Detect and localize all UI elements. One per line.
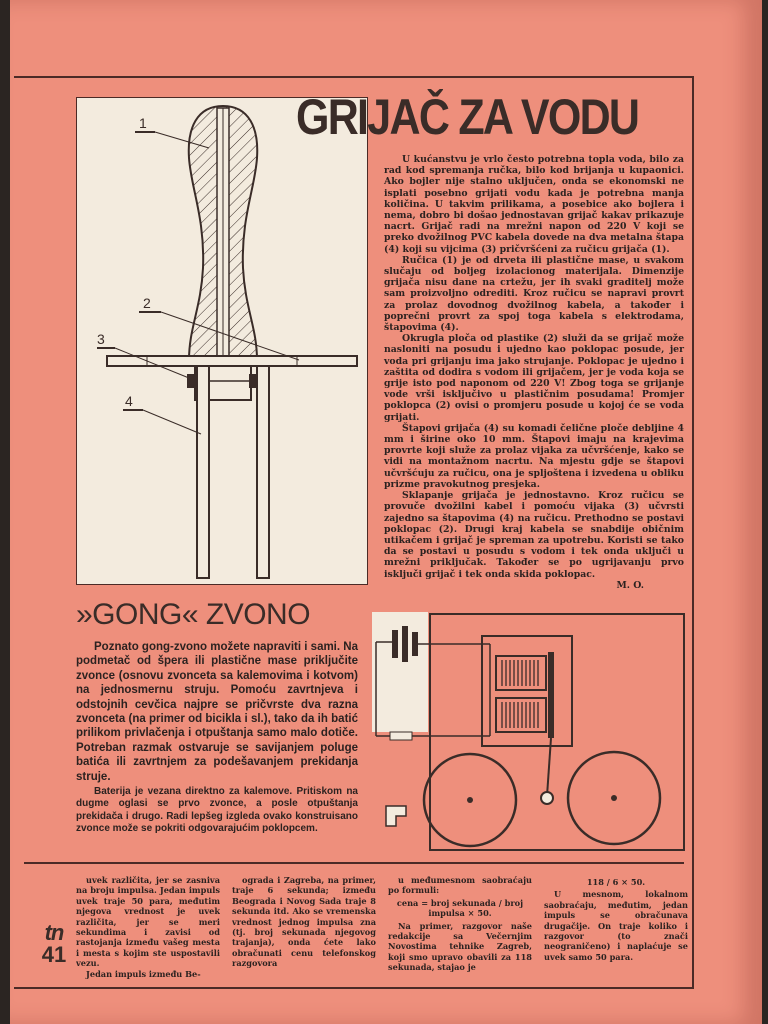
footer-column-4 — [544, 875, 688, 985]
article-paragraph: Ručica (1) je od drveta ili plastične mase, u svakom slučaju od boljeg izolacionog materijala. Dimenzije grijača nisu dane na crtežu, jer ih svaki graditelj može sam proizvoljno odrediti. Kroz ručicu se napravi provrt za prolaz dovodnog dvožilnog kabela, a također i poprečni provrt za spoj toga kabela s elektrodama, štapovima (4). — [384, 254, 684, 334]
footer-text: u međumesnom saobraćaju po formuli: — [388, 875, 532, 896]
frame-top-rule — [14, 76, 694, 78]
section-separator — [24, 862, 684, 864]
article-paragraph: Sklapanje grijača je jednostavno. Kroz ručicu se provuče dvožilni kabel i pomoću vijaka (3) učvrsti zajedno sa štapovima (4) na ručicu. Prethodno se postavi poklopac (2). Drugi kraj kabela se snabdije običnim utikačem i grijač je spreman za upotrebu. Koristi se tako da se postavi u posudu s vodom i tek onda uključi u mrežni priključak. Također se po ugrijavanju prvo isključi grijač i tek onda skida poklopac. — [384, 490, 684, 580]
footer-text: U mesnom, lokalnom saobraćaju, međutim, jedan impuls se obračunava drugačije. On traje koliko i razgovor (to znači neograničeno) i naplaćuje se uvek samo 50 para. — [544, 889, 688, 962]
article-paragraph: Štapovi grijača (4) su komadi čelične ploče debljine 4 mm i širine oko 10 mm. Štapovi imaju na krajevima provrte koji služe za prolaz vijaka za učvršćenje, kako se vidi na montažnom nacrtu. Na mjestu gdje se štapovi učvršćuju za ručicu, ona je spljoštena i izvedena u obliku prizme pravokutnog presjeka. — [384, 422, 684, 490]
gong-diagram — [372, 612, 688, 852]
magazine-logo — [34, 920, 74, 972]
article-body — [384, 154, 684, 600]
example-formula: 118 / 6 × 50. — [586, 877, 646, 887]
article-paragraph: U kućanstvu je vrlo često potrebna topla voda, bilo za rad kod spremanja ručka, bilo kod brijanja u kupaonici. Ako bojler nije stalno uključen, onda se ekonomski ne isplati posebno grijati vodu kada je potrebna manja količina. U takvim prilikama, a posebice ako bojlera i nema, dobro bi došao jednostavan grijač kakav prikazuje nacrt. Grijač radi na mrežni napon od 220 V koji se preko dvožilnog PVC kabela dovede na dva metalna štapa (4) koji su vijcima (3) pričvršćeni za ručicu grijača (1). — [384, 154, 684, 255]
gong-schematic — [372, 612, 688, 852]
rod-left — [197, 366, 209, 578]
heater-drawing — [76, 97, 368, 585]
footer-text: Jedan impuls između Be- — [86, 968, 201, 979]
footer-text: uvek različita, jer se zasniva na broju impulsa. Jedan impuls uvek traje 50 para, međutim njegova vrednost je uvek različita, jer se meri sekundima i zavisi od rastojanja između vašeg mesta i mesta s kojim ste uspostavili vezu. — [76, 875, 220, 969]
label-2: 2 — [143, 295, 151, 311]
gong-title: »GONG« ZVONO — [76, 598, 311, 631]
logo-text: tn — [44, 920, 64, 945]
article-title: GRIJAČ ZA VODU — [296, 89, 639, 145]
footer-article — [76, 875, 688, 985]
price-formula: cena = broj sekunada / broj impulsa × 50. — [396, 897, 524, 919]
gong-small-paragraph: Baterija je vezana direktno za kalemove. Pritiskom na dugme oglasi se prvo zvonce, a posle otpuštanja prekidača i drugo. Radi lepšeg izgleda ovako konstruisano zvonce može se pokriti odgovarajućim poklopcem. — [76, 786, 358, 835]
frame-bottom-rule — [14, 987, 694, 989]
footer-text: ograda i Zagreba, na primer, traje 6 sekunda; između Beograda i Novog Sada traje 8 sekunda itd. Ako se vremenska vrednost jednog impulsa zna (tj. broj sekunada njegovog trajanja), onda ćete lako obračunati cenu telefonskog razgovora — [232, 875, 376, 969]
magazine-page — [10, 0, 762, 1024]
heater-diagram — [77, 98, 369, 586]
label-4: 4 — [125, 393, 133, 409]
label-3: 3 — [97, 331, 105, 347]
footer-text: Na primer, razgovor naše redakcije sa Večernjim Novostima tehnike Zagreb, koji smo upravo obavili za 118 sekunada, stajao je — [388, 920, 532, 973]
footer-column-3 — [388, 875, 532, 985]
page-number: 41 — [41, 942, 67, 967]
footer-column-1 — [76, 875, 220, 985]
author-signature: M. O. — [616, 579, 644, 591]
gong-body — [76, 640, 358, 850]
rod-right — [257, 366, 269, 578]
gong-paragraph: Poznato gong-zvono možete napraviti i sami. Na podmetač od šperа ili plastične mase priključite zvonce (osnovu zvonceta sa kalemovima i kotvom) na jednosmernu struju. Pomoću zavrtnjeva i odstojnih cevčica najpre se pričvrste dva razna zvonceta (na primer od bicikla i sl.), tako da ih batić prilikom privlačenja i otpuštanja samo malo dotiče. Potreban razmak ostvaruje se savijanjem poluge batića ili zavrtnjem za podešavanjem prekidanja struje. — [76, 641, 358, 783]
footer-column-2 — [232, 875, 376, 985]
frame-right-rule — [692, 76, 694, 989]
label-1: 1 — [139, 115, 147, 131]
article-paragraph: Okrugla ploča od plastike (2) služi da se grijač može nasloniti na posudu i ujedno kao poklopac posude, jer voda pri grijanju ima jako strujanje. Poklopac je ujedno i zaštita od dodira s vodom ili grijačem, jer je voda koja se grije isto pod naponom od 220 V! Zbog toga se grijanje vode vrši isključivo u plastičnim posudama! Promjer poklopca (2) ovisi o promjeru posude u kojoj će se voda grijati. — [384, 333, 684, 423]
plate-shape — [107, 356, 357, 366]
